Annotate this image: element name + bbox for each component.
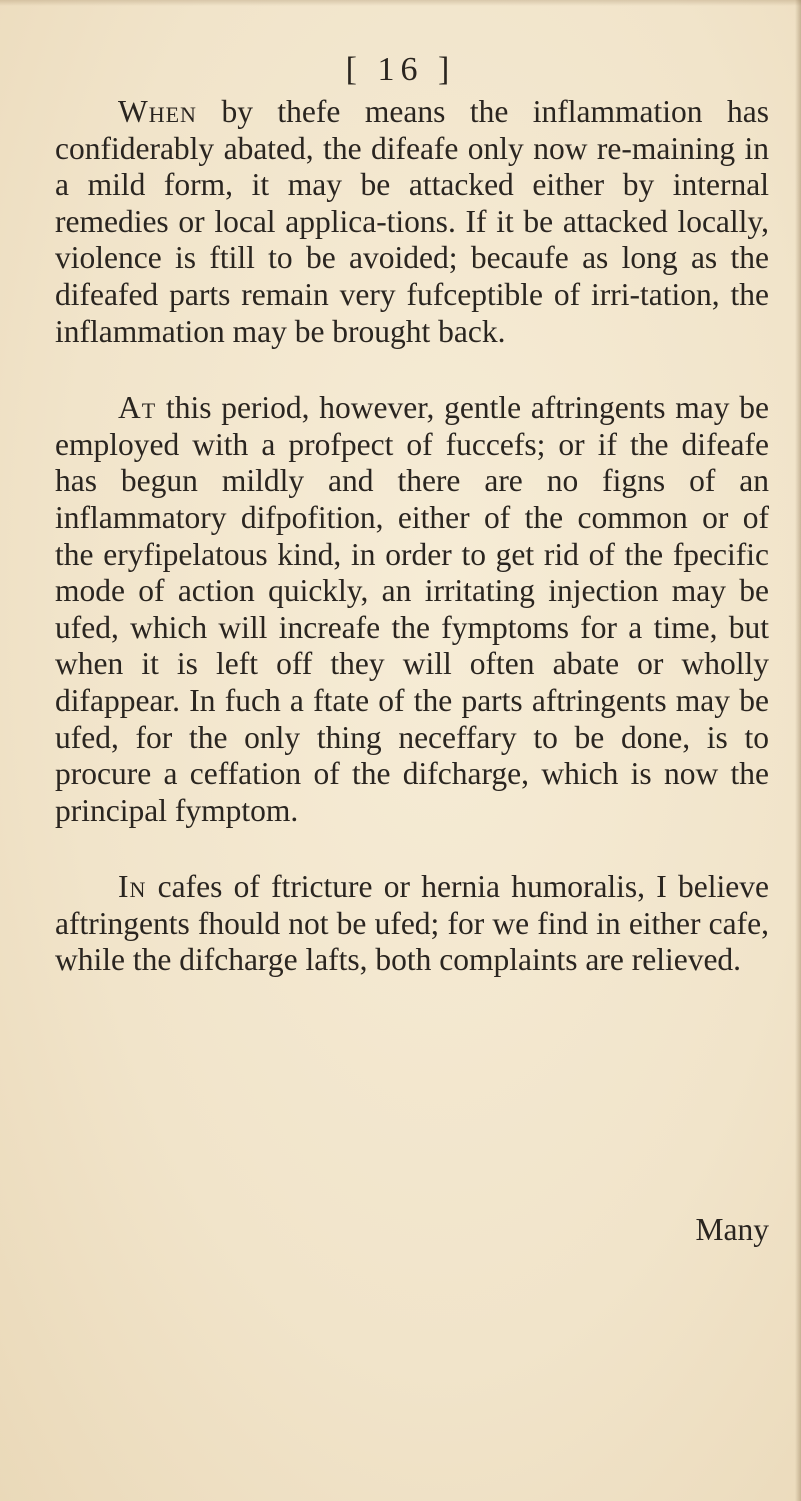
page-top-edge [0, 0, 801, 6]
page-right-edge [795, 0, 801, 1501]
body-text [55, 94, 769, 979]
paragraph-1 [55, 94, 769, 350]
paragraph-2 [55, 390, 769, 829]
paragraph-3 [55, 869, 769, 979]
paragraph-1-text: by thefe means the inflammation has confiderably abated, the difeafe only now re-maining in a mild form, it may be attacked either by internal remedies or local applica-tions. If it be attacked locally, violence is ftill to be avoided; becaufe as long as the difeafed parts remain very fufceptible of irri-tation, the inflammation may be brought back. [55, 94, 769, 349]
paragraph-2-text: this period, however, gentle aftringents may be employed with a profpect of fuccefs; or if the difeafe has begun mildly and there are no figns of an inflammatory difpofition, either of the common or of the eryfipelatous kind, in order to get rid of the fpecific mode of action quickly, an irritating injection may be ufed, which will increafe the fymptoms for a time, but when it is left off they will often abate or wholly difappear. In fuch a ftate of the parts aftringents may be ufed, for the only thing neceffary to be done, is to procure a ceffation of the difcharge, which is now the principal fymptom. [55, 390, 769, 828]
paragraph-3-text: cafes of ftricture or hernia humoralis, I believe aftringents fhould not be ufed; for we find in either cafe, while the difcharge lafts, both complaints are relieved. [55, 869, 769, 978]
catchword: Many [695, 1212, 769, 1247]
paragraph-2-lead: At [118, 390, 157, 426]
page-number-header: [ 16 ] [345, 51, 456, 88]
paragraph-3-lead: In [118, 869, 147, 905]
paragraph-1-lead: When [118, 94, 197, 129]
